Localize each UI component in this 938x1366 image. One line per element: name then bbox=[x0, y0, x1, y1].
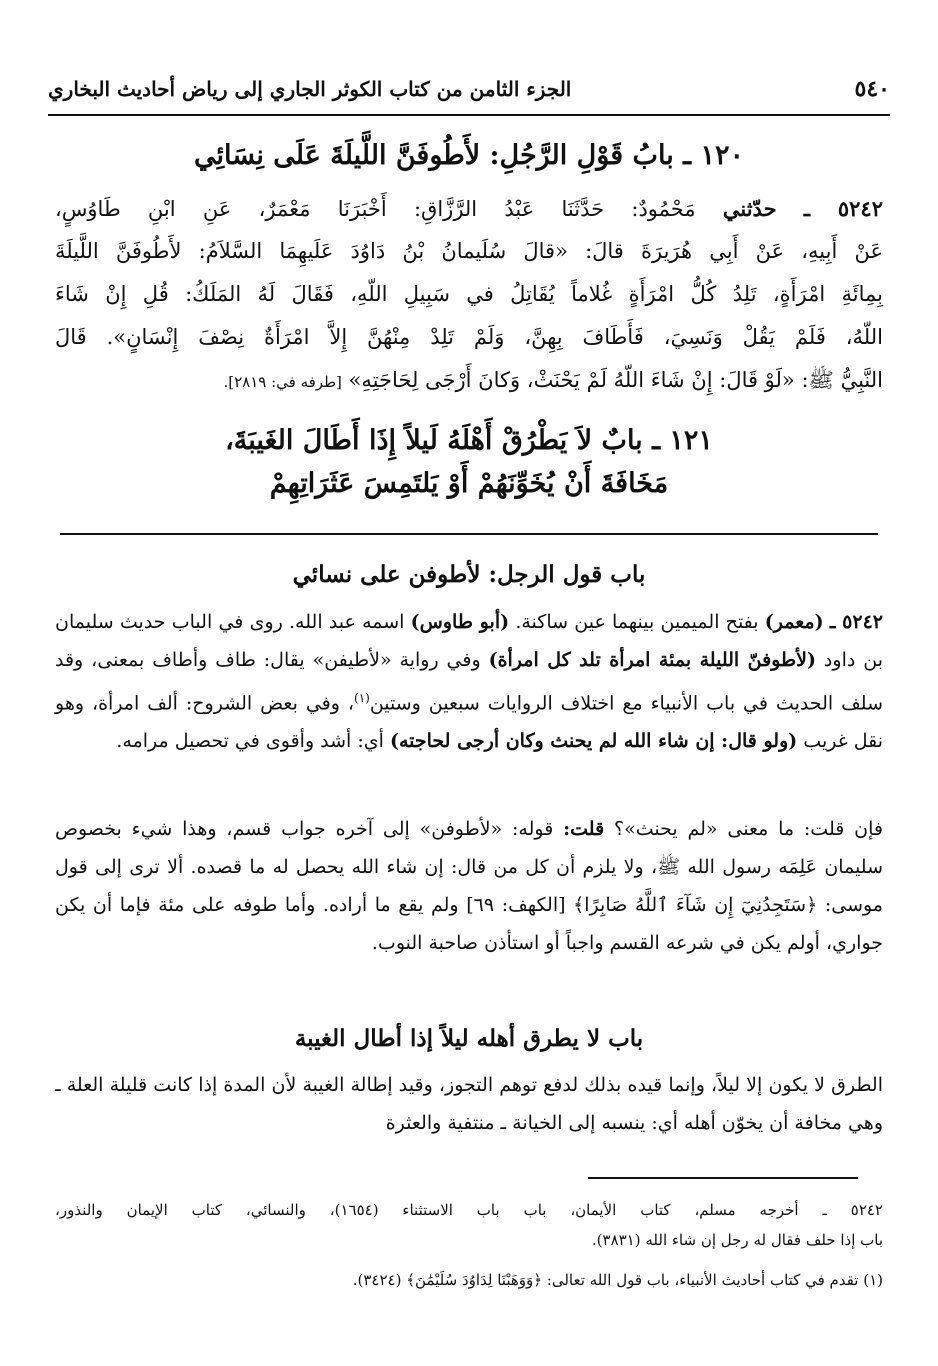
entry-number: ٥٢٤٢ ـ bbox=[829, 611, 883, 633]
footnote-rule bbox=[588, 1177, 858, 1179]
hadith-5242-line4: اللّهُ، فَلَمْ يَقُلْ وَنَسِيَ، فَأَطَافَ بِهِنَّ، وَلَمْ تَلِدْ مِنْهُنَّ إِلاَّ امْرَأَةٌ نِصْفَ إِنْسَانٍ». قَالَ bbox=[55, 325, 883, 349]
footnote-marker[interactable]: (١) bbox=[354, 691, 370, 705]
hadith-narrator: حدّثني bbox=[722, 196, 777, 221]
hadith-number: ٥٢٤٢ ـ bbox=[803, 196, 883, 221]
page-number: ٥٤٠ bbox=[854, 76, 890, 102]
chapter-121-title-line2: مَخَافَةَ أَنْ يُخَوِّنَهُمْ أَوْ يَلتَمِسَ عَثَرَاتِهِمْ bbox=[269, 468, 669, 499]
answer-label: قلت: bbox=[563, 818, 605, 840]
hadith-5242-line3: بِمِائَةِ امْرَأَةٍ، تَلِدُ كُلُّ امْرَأَةٍ غُلاماً يُقَاتِلُ في سَبِيلِ اللّهِ، فَقَالَ لَهُ المَلَكُ: قُلِ إِنْ شَاءَ bbox=[55, 282, 883, 306]
commentary-title-2: باب لا يطرق أهله ليلاً إذا أطال الغيبة bbox=[294, 1025, 644, 1052]
explanation: وفي رواية «لأطيفن» يقال: طاف وأطاف بمعنى، وقد سلف الحديث في باب الأنبياء مع اختلاف الروايات سبعين وستين bbox=[55, 649, 883, 715]
separator-rule bbox=[60, 533, 878, 535]
running-title: الجزء الثامن من كتاب الكوثر الجاري إلى رياض أحاديث البخاري bbox=[48, 77, 572, 101]
page-header bbox=[48, 72, 890, 116]
footnote-1-line1: ٥٢٤٢ ـ أخرجه مسلم، كتاب الأيمان، باب باب الاستثناء (١٦٥٤)، والنسائي، كتاب الإيمان والنذور، bbox=[55, 1201, 883, 1219]
hadith-5242-line5 bbox=[55, 359, 883, 404]
commentary-paragraph-2 bbox=[55, 810, 883, 962]
explanation: اسمه عبد الله. روى في الباب حديث سليمان بن داود bbox=[55, 611, 883, 671]
footnote-2: (١) تقدم في كتاب أحاديث الأنبياء، باب قول الله تعالى: ﴿وَوَهَبْنَا لِدَاوُدَ سُلَيْمَٰنَ﴾ (٣٤٢٤). bbox=[352, 1271, 883, 1289]
explanation: أي: أشد وأقوى في تحصيل مرامه. bbox=[116, 730, 390, 753]
quote: (لأطوفنّ الليلة بمئة امرأة تلد كل امرأة) bbox=[488, 649, 816, 671]
hadith-5242-line1 bbox=[55, 187, 883, 231]
term: (أبو طاوس) bbox=[410, 611, 510, 633]
explanation: بفتح الميمين بينهما عين ساكنة. bbox=[509, 611, 765, 633]
question: فإن قلت: ما معنى «لم يحنث»؟ bbox=[604, 818, 883, 840]
hadith-5242-line2: عَنْ أَبِيهِ، عَنْ أَبِي هُرَيرَةَ قالَ: «قالَ سُلَيمانُ بْنُ دَاوُدَ عَلَيهِمَا السَّلاَمُ: لأَطُوفَنَّ اللَّيلَةَ bbox=[55, 239, 883, 263]
hadith-text: مَحْمُودٌ: حَدَّثَنَا عَبْدُ الرَّزَّاقِ: أَخْبَرَنَا مَعْمَرٌ، عَنِ ابْنِ طَاوُسٍ، bbox=[55, 197, 696, 221]
hadith-text: النَّبِيُّ ﷺ: «لَوْ قَالَ: إِنْ شَاءَ اللّهُ لَمْ يَحْنَثْ، وَكانَ أَرْجَى لِحَاجَتِهِ» bbox=[348, 368, 883, 392]
commentary-paragraph-3: الطرق لا يكون إلا ليلاً، وإنما قيده بذلك لدفع توهم التجوز، وقيد إطالة الغيبة لأن المدة إذا كانت قليلة العلة ـ وهي مخافة أن يخوّن أهله أي: ينسبه إلى الخيانة ـ منتفية والعثرة bbox=[55, 1074, 883, 1134]
commentary-title-1: باب قول الرجل: لأطوفن على نسائي bbox=[292, 561, 646, 588]
chapter-120-title: ١٢٠ ـ بابُ قَوْلِ الرَّجُلِ: لأَطُوفَنَّ اللَّيلَةَ عَلَى نِسَائِي bbox=[194, 140, 744, 171]
hadith-reference: [طرفه في: ٢٨١٩]. bbox=[223, 373, 342, 391]
term: (معمر) bbox=[764, 611, 824, 633]
quote: (ولو قال: إن شاء الله لم يحنث وكان أرجى لحاجته) bbox=[389, 730, 798, 753]
commentary-paragraph-1 bbox=[55, 603, 883, 760]
explanation: ، وفي بعض الشروح: ألف امرأة، وهو نقل غريب bbox=[55, 692, 883, 753]
answer: قوله: «لأطوفن» إلى آخره جواب قسم، وهذا شيء بخصوص سليمان عَلِمَه رسول الله ﷺ، ولا يلزم أن كل من قال: إن شاء الله يحصل له ما قصده. ألا ترى إلى قول موسى: ﴿سَتَجِدُنِيٓ إِن شَآءَ ٱللَّهُ صَابِرًا﴾ [الكهف: ٦٩] ولم يقع ما أراده. وأما طوفه على مئة فإما أن يكن جواري، أولم يكن في شرعه القسم واجباً أو استأذن صاحبة النوب. bbox=[55, 818, 883, 954]
chapter-121-title-line1: ١٢١ ـ بابٌ لاَ يَطْرُقْ أَهْلَهُ لَيلاً إِذَا أَطَالَ الغَيبَةَ، bbox=[225, 425, 713, 456]
footnote-1-line2: باب إذا حلف فقال له رجل إن شاء الله (٣٨٣١). bbox=[591, 1231, 883, 1249]
